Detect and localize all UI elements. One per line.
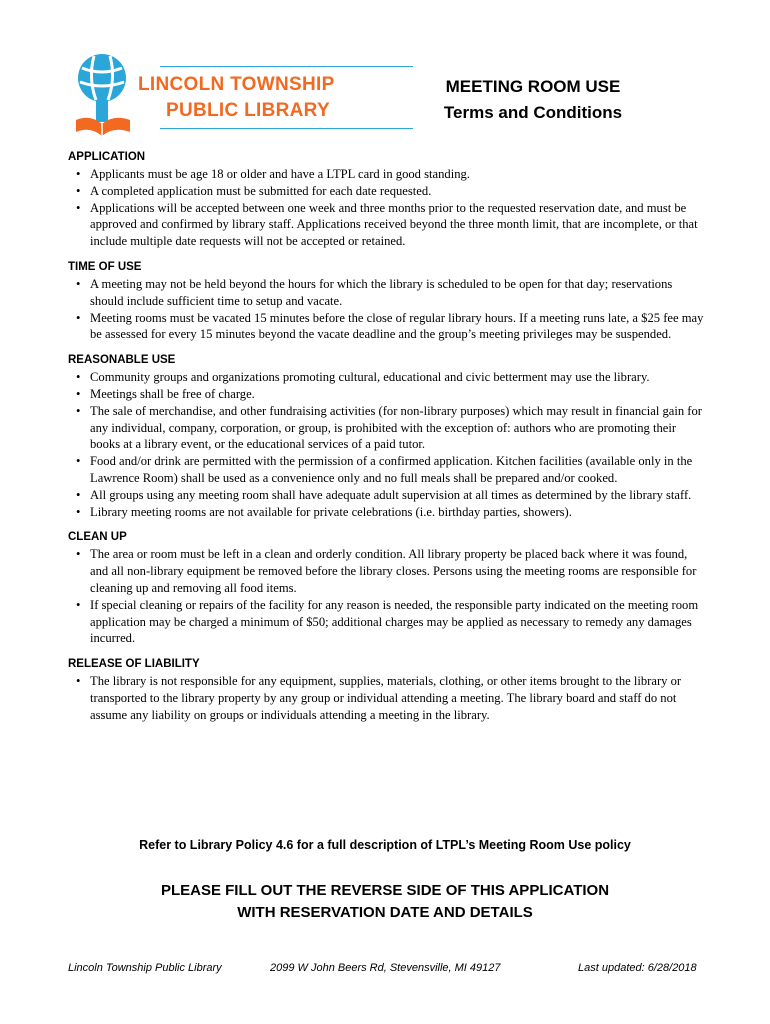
- logo-bottom-rule: [160, 128, 413, 129]
- library-logo: [68, 48, 358, 144]
- bullet-list: [68, 276, 708, 343]
- list-item: • The area or room must be left in a clean and orderly condition. All library property be placed back where it was found, and all non-library equipment be removed before the library closes. Persons using the meeting rooms are responsible for cleaning up and removing all food items.: [90, 546, 708, 596]
- list-item: • Applicants must be age 18 or older and have a LTPL card in good standing.: [90, 166, 708, 183]
- list-item: • If special cleaning or repairs of the facility for any reason is needed, the responsible party indicated on the meeting room application may be charged a minimum of $50; additional charges may be applied as necessary to remedy any damages incurred.: [90, 597, 708, 647]
- bullet-list: [68, 673, 708, 723]
- list-item: • A meeting may not be held beyond the hours for which the library is scheduled to be open for that day; reservations should include sufficient time to setup and vacate.: [90, 276, 708, 310]
- title-line1: MEETING ROOM USE: [445, 77, 621, 96]
- list-item: • A completed application must be submitted for each date requested.: [90, 183, 708, 200]
- section-heading: APPLICATION: [68, 151, 146, 163]
- title-line2: Terms and Conditions: [443, 103, 623, 122]
- footer-library-name: Lincoln Township Public Library: [68, 962, 222, 974]
- section-time-of-use: [68, 258, 708, 343]
- footer-last-updated: Last updated: 6/28/2018: [578, 962, 697, 974]
- list-item: • Library meeting rooms are not available for private celebrations (i.e. birthday parties, showers).: [90, 504, 708, 521]
- document-title: [420, 74, 646, 126]
- fill-out-notice: [0, 880, 770, 924]
- bullet-list: [68, 546, 708, 647]
- terms-content: [68, 148, 708, 732]
- list-item: • Community groups and organizations promoting cultural, educational and civic betterment may use the library.: [90, 369, 708, 386]
- section-heading: TIME OF USE: [68, 260, 142, 273]
- list-item: • Food and/or drink are permitted with the permission of a confirmed application. Kitchen facilities (available only in the Lawrence Room) shall be used as a convenience only and no full meals shall be prepared and/or cooked.: [90, 453, 708, 487]
- notice-line1: PLEASE FILL OUT THE REVERSE SIDE OF THIS APPLICATION: [160, 882, 610, 899]
- list-item: • Meeting rooms must be vacated 15 minutes before the close of regular library hours. If a meeting runs late, a $25 fee may be assessed for every 15 minutes beyond the vacate deadline and the group’s meeting privileges may be suspended.: [90, 310, 708, 344]
- section-heading: CLEAN UP: [68, 531, 127, 544]
- list-item: • Meetings shall be free of charge.: [90, 386, 708, 403]
- section-heading: REASONABLE USE: [68, 354, 176, 367]
- logo-top-rule: [160, 66, 413, 67]
- bullet-list: [68, 166, 708, 250]
- section-heading: RELEASE OF LIABILITY: [68, 658, 200, 671]
- list-item: • Applications will be accepted between one week and three months prior to the requested reservation date, and must be approved and confirmed by library staff. Applications received beyond the three month limit, that are incomplete, or that include multiple date requests will not be accepted or retained.: [90, 200, 708, 250]
- globe-book-icon: [68, 48, 148, 144]
- list-item: • All groups using any meeting room shall have adequate adult supervision at all times as determined by the library staff.: [90, 487, 708, 504]
- logo-text-line2: PUBLIC LIBRARY: [166, 100, 330, 121]
- section-application: [68, 148, 708, 250]
- notice-line2: WITH RESERVATION DATE AND DETAILS: [237, 904, 533, 921]
- section-clean-up: [68, 528, 708, 647]
- logo-text-line1: LINCOLN TOWNSHIP: [138, 74, 335, 95]
- bullet-list: [68, 369, 708, 520]
- list-item: • The sale of merchandise, and other fundraising activities (for non-library purposes) which may result in financial gain for any individual, company, corporation, or group, is prohibited with the exception of: authors who are promoting their books at a library event, or the educational services of a paid tutor.: [90, 403, 708, 453]
- list-item: • The library is not responsible for any equipment, supplies, materials, clothing, or other items brought to the library or transported to the library property by any group or individual attending a meeting. The library board and staff do not assume any liability on groups or individuals attending a meeting in the library.: [90, 673, 708, 723]
- section-reasonable-use: [68, 351, 708, 520]
- section-release-of-liability: [68, 655, 708, 723]
- footer-address: 2099 W John Beers Rd, Stevensville, MI 49127: [270, 962, 501, 974]
- policy-reference: Refer to Library Policy 4.6 for a full description of LTPL’s Meeting Room Use policy: [139, 838, 631, 852]
